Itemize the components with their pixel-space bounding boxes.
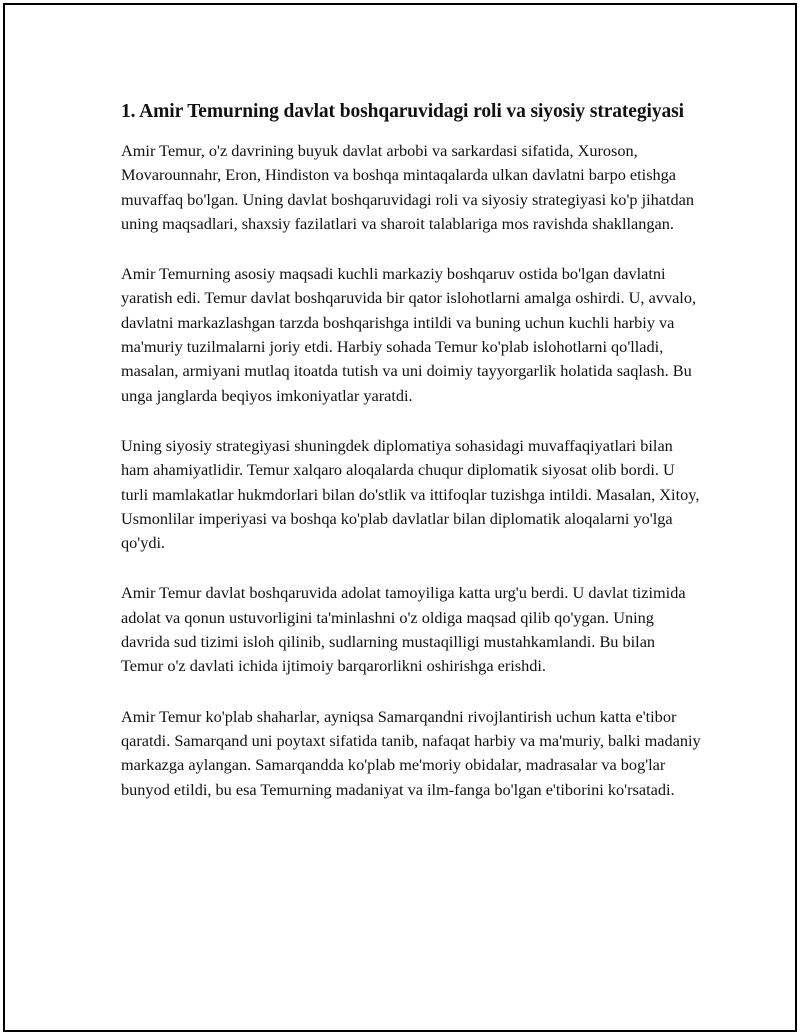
paragraph-4: Amir Temur davlat boshqaruvida adolat tamoyiliga katta urg'u berdi. U davlat tizimida adolat va qonun ustuvorligini ta'minlashni o'z oldiga maqsad qilib qo'ygan. Uning davrida sud tizimi isloh qilinib, sudlarning mustaqilligi mustahkamlandi. Bu bilan Temur o'z davlati ichida ijtimoiy barqarorlikni oshirishga erishdi. [121, 583, 686, 676]
document-page [3, 3, 797, 1032]
paragraph-5: Amir Temur ko'plab shaharlar, ayniqsa Samarqandni rivojlantirish uchun katta e'tibor qaratdi. Samarqand uni poytaxt sifatida tanib, nafaqat harbiy va ma'muriy, balki madaniy markazga aylangan. Samarqandda ko'plab me'moriy obidalar, madrasalar va bog'lar bunyod etildi, bu esa Temurning madaniyat va ilm-fanga bo'lgan e'tiborini ko'rsatadi. [121, 706, 701, 799]
paragraph-3: Uning siyosiy strategiyasi shuningdek diplomatiya sohasidagi muvaffaqiyatlari bilan ham ahamiyatlidir. Temur xalqaro aloqalarda chuqur diplomatik siyosat olib bordi. U turli mamlakatlar hukmdorlari bilan do'stlik va ittifoqlar tuzishga intildi. Masalan, Xitoy, Usmonlilar imperiyasi va boshqa ko'plab davlatlar bilan diplomatik aloqalarni yo'lga qo'ydi. [121, 435, 700, 553]
paragraph-2: Amir Temurning asosiy maqsadi kuchli markaziy boshqaruv ostida bo'lgan davlatni yaratish edi. Temur davlat boshqaruvida bir qator islohotlarni amalga oshirdi. U, avvalo, davlatni markazlashgan tarzda boshqarishga intildi va buning uchun kuchli harbiy va ma'muriy tuzilmalarni joriy etdi. Harbiy sohada Temur ko'plab islohotlarni qo'lladi, masalan, armiyani mutlaq itoatda tutish va uni doimiy tayyorgarlik holatida saqlash. Bu unga janglarda beqiyos imkoniyatlar yaratdi. [121, 264, 697, 405]
document-body [121, 98, 701, 828]
paragraph-1: Amir Temur, o'z davrining buyuk davlat arbobi va sarkardasi sifatida, Xuroson, Movarounnahr, Eron, Hindiston va boshqa mintaqalarda ulkan davlatni barpo etishga muvaffaq bo'lgan. Uning davlat boshqaruvidagi roli va siyosiy strategiyasi ko'p jihatdan uning maqsadlari, shaxsiy fazilatlari va sharoit talablariga mos ravishda shakllangan. [121, 141, 695, 233]
section-heading: 1. Amir Temurning davlat boshqaruvidagi roli va siyosiy strategiyasi [121, 101, 684, 122]
